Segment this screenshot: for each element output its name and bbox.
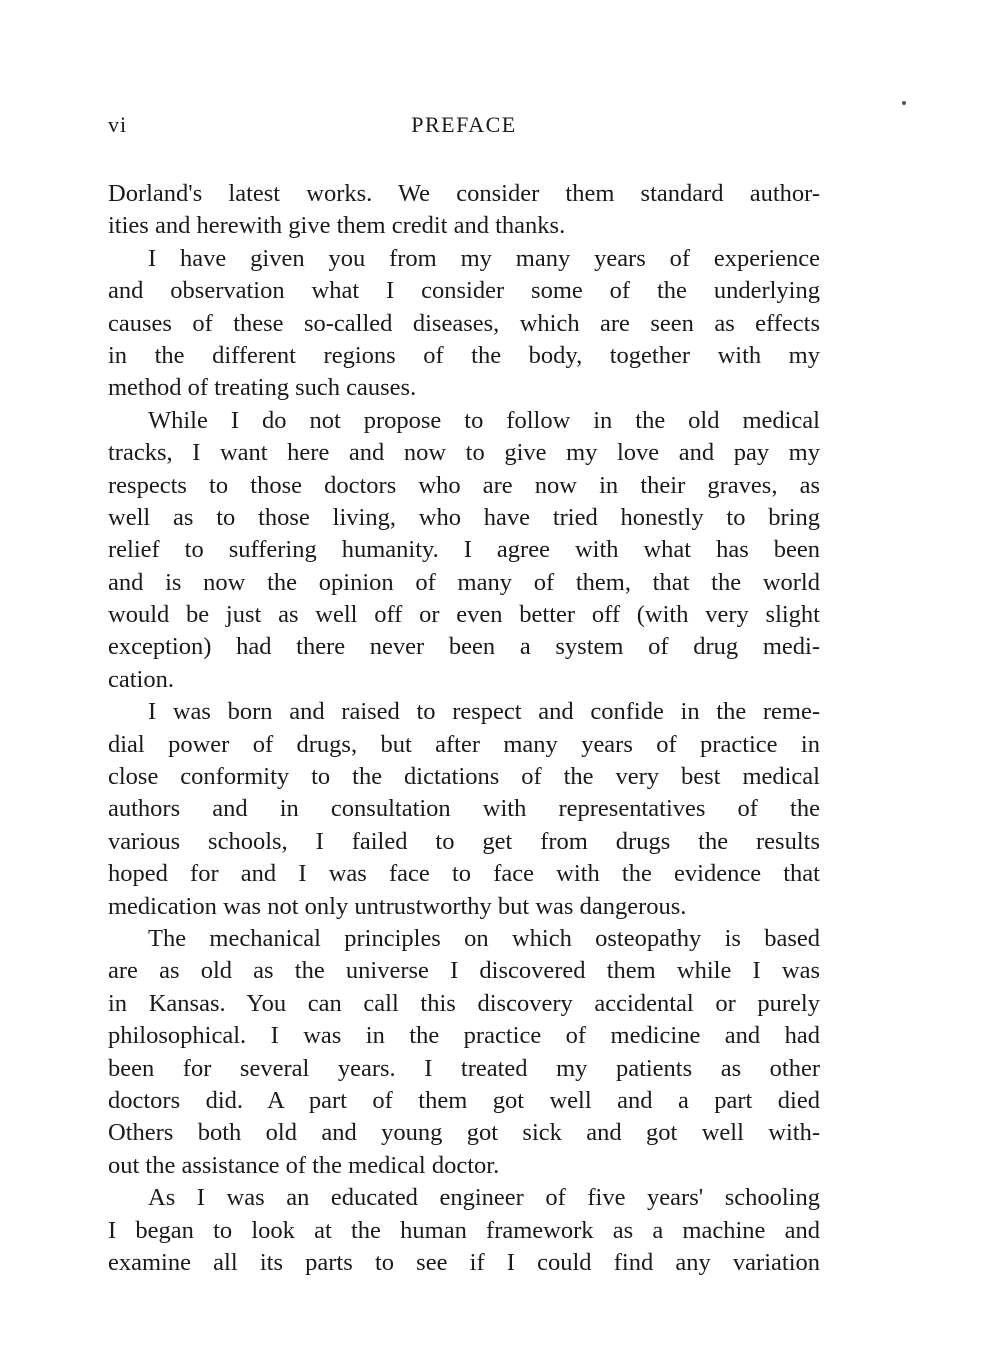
text-line: are as old as the universe I discovered them while I was — [108, 957, 820, 985]
text-line: in the different regions of the body, together with my — [108, 341, 820, 369]
text-line: out the assistance of the medical doctor. — [108, 1151, 500, 1179]
running-head — [108, 112, 820, 142]
text-line: various schools, I failed to get from drugs the results — [108, 827, 820, 855]
text-line: hoped for and I was face to face with the evidence that — [108, 860, 820, 888]
text-line: well as to those living, who have tried honestly to bring — [108, 503, 820, 531]
text-line: dial power of drugs, but after many years of practice in — [108, 730, 820, 758]
text-line: Others both old and young got sick and got well with- — [108, 1119, 820, 1147]
text-line: tracks, I want here and now to give my love and pay my — [108, 439, 820, 467]
print-speck — [902, 101, 906, 105]
text-line: medication was not only untrustworthy but was dangerous. — [108, 892, 687, 920]
text-line: examine all its parts to see if I could find any variation — [108, 1248, 820, 1276]
text-line: As I was an educated engineer of five years' schooling — [148, 1184, 820, 1212]
text-line: respects to those doctors who are now in their graves, as — [108, 471, 820, 499]
text-line: philosophical. I was in the practice of medicine and had — [108, 1022, 820, 1050]
text-line: and observation what I consider some of the underlying — [108, 277, 820, 305]
page-number: vi — [108, 112, 128, 137]
text-line: close conformity to the dictations of the very best medical — [108, 763, 820, 791]
text-line: method of treating such causes. — [108, 374, 417, 402]
text-line: exception) had there never been a system of drug medi- — [108, 633, 820, 661]
text-line: would be just as well off or even better off (with very slight — [108, 601, 820, 629]
text-line: in Kansas. You can call this discovery accidental or purely — [108, 989, 820, 1017]
text-line: ities and herewith give them credit and thanks. — [108, 212, 566, 240]
text-line: I was born and raised to respect and confide in the reme- — [148, 698, 820, 726]
preface-body-text — [108, 178, 820, 1279]
text-line: Dorland's latest works. We consider them standard author- — [108, 180, 820, 207]
text-line: The mechanical principles on which osteopathy is based — [148, 924, 820, 952]
text-line: cation. — [108, 665, 174, 693]
text-line: I began to look at the human framework as a machine and — [108, 1216, 820, 1244]
text-line: relief to suffering humanity. I agree with what has been — [108, 536, 820, 564]
text-line: causes of these so-called diseases, which are seen as effects — [108, 309, 820, 337]
text-line: been for several years. I treated my patients as other — [108, 1054, 820, 1082]
text-line: and is now the opinion of many of them, that the world — [108, 568, 820, 596]
text-line: I have given you from my many years of experience — [148, 244, 820, 272]
text-line: doctors did. A part of them got well and a part died — [108, 1086, 820, 1114]
text-line: While I do not propose to follow in the old medical — [148, 406, 820, 434]
text-line: authors and in consultation with representatives of the — [108, 795, 820, 823]
running-title: PREFACE — [411, 112, 517, 137]
